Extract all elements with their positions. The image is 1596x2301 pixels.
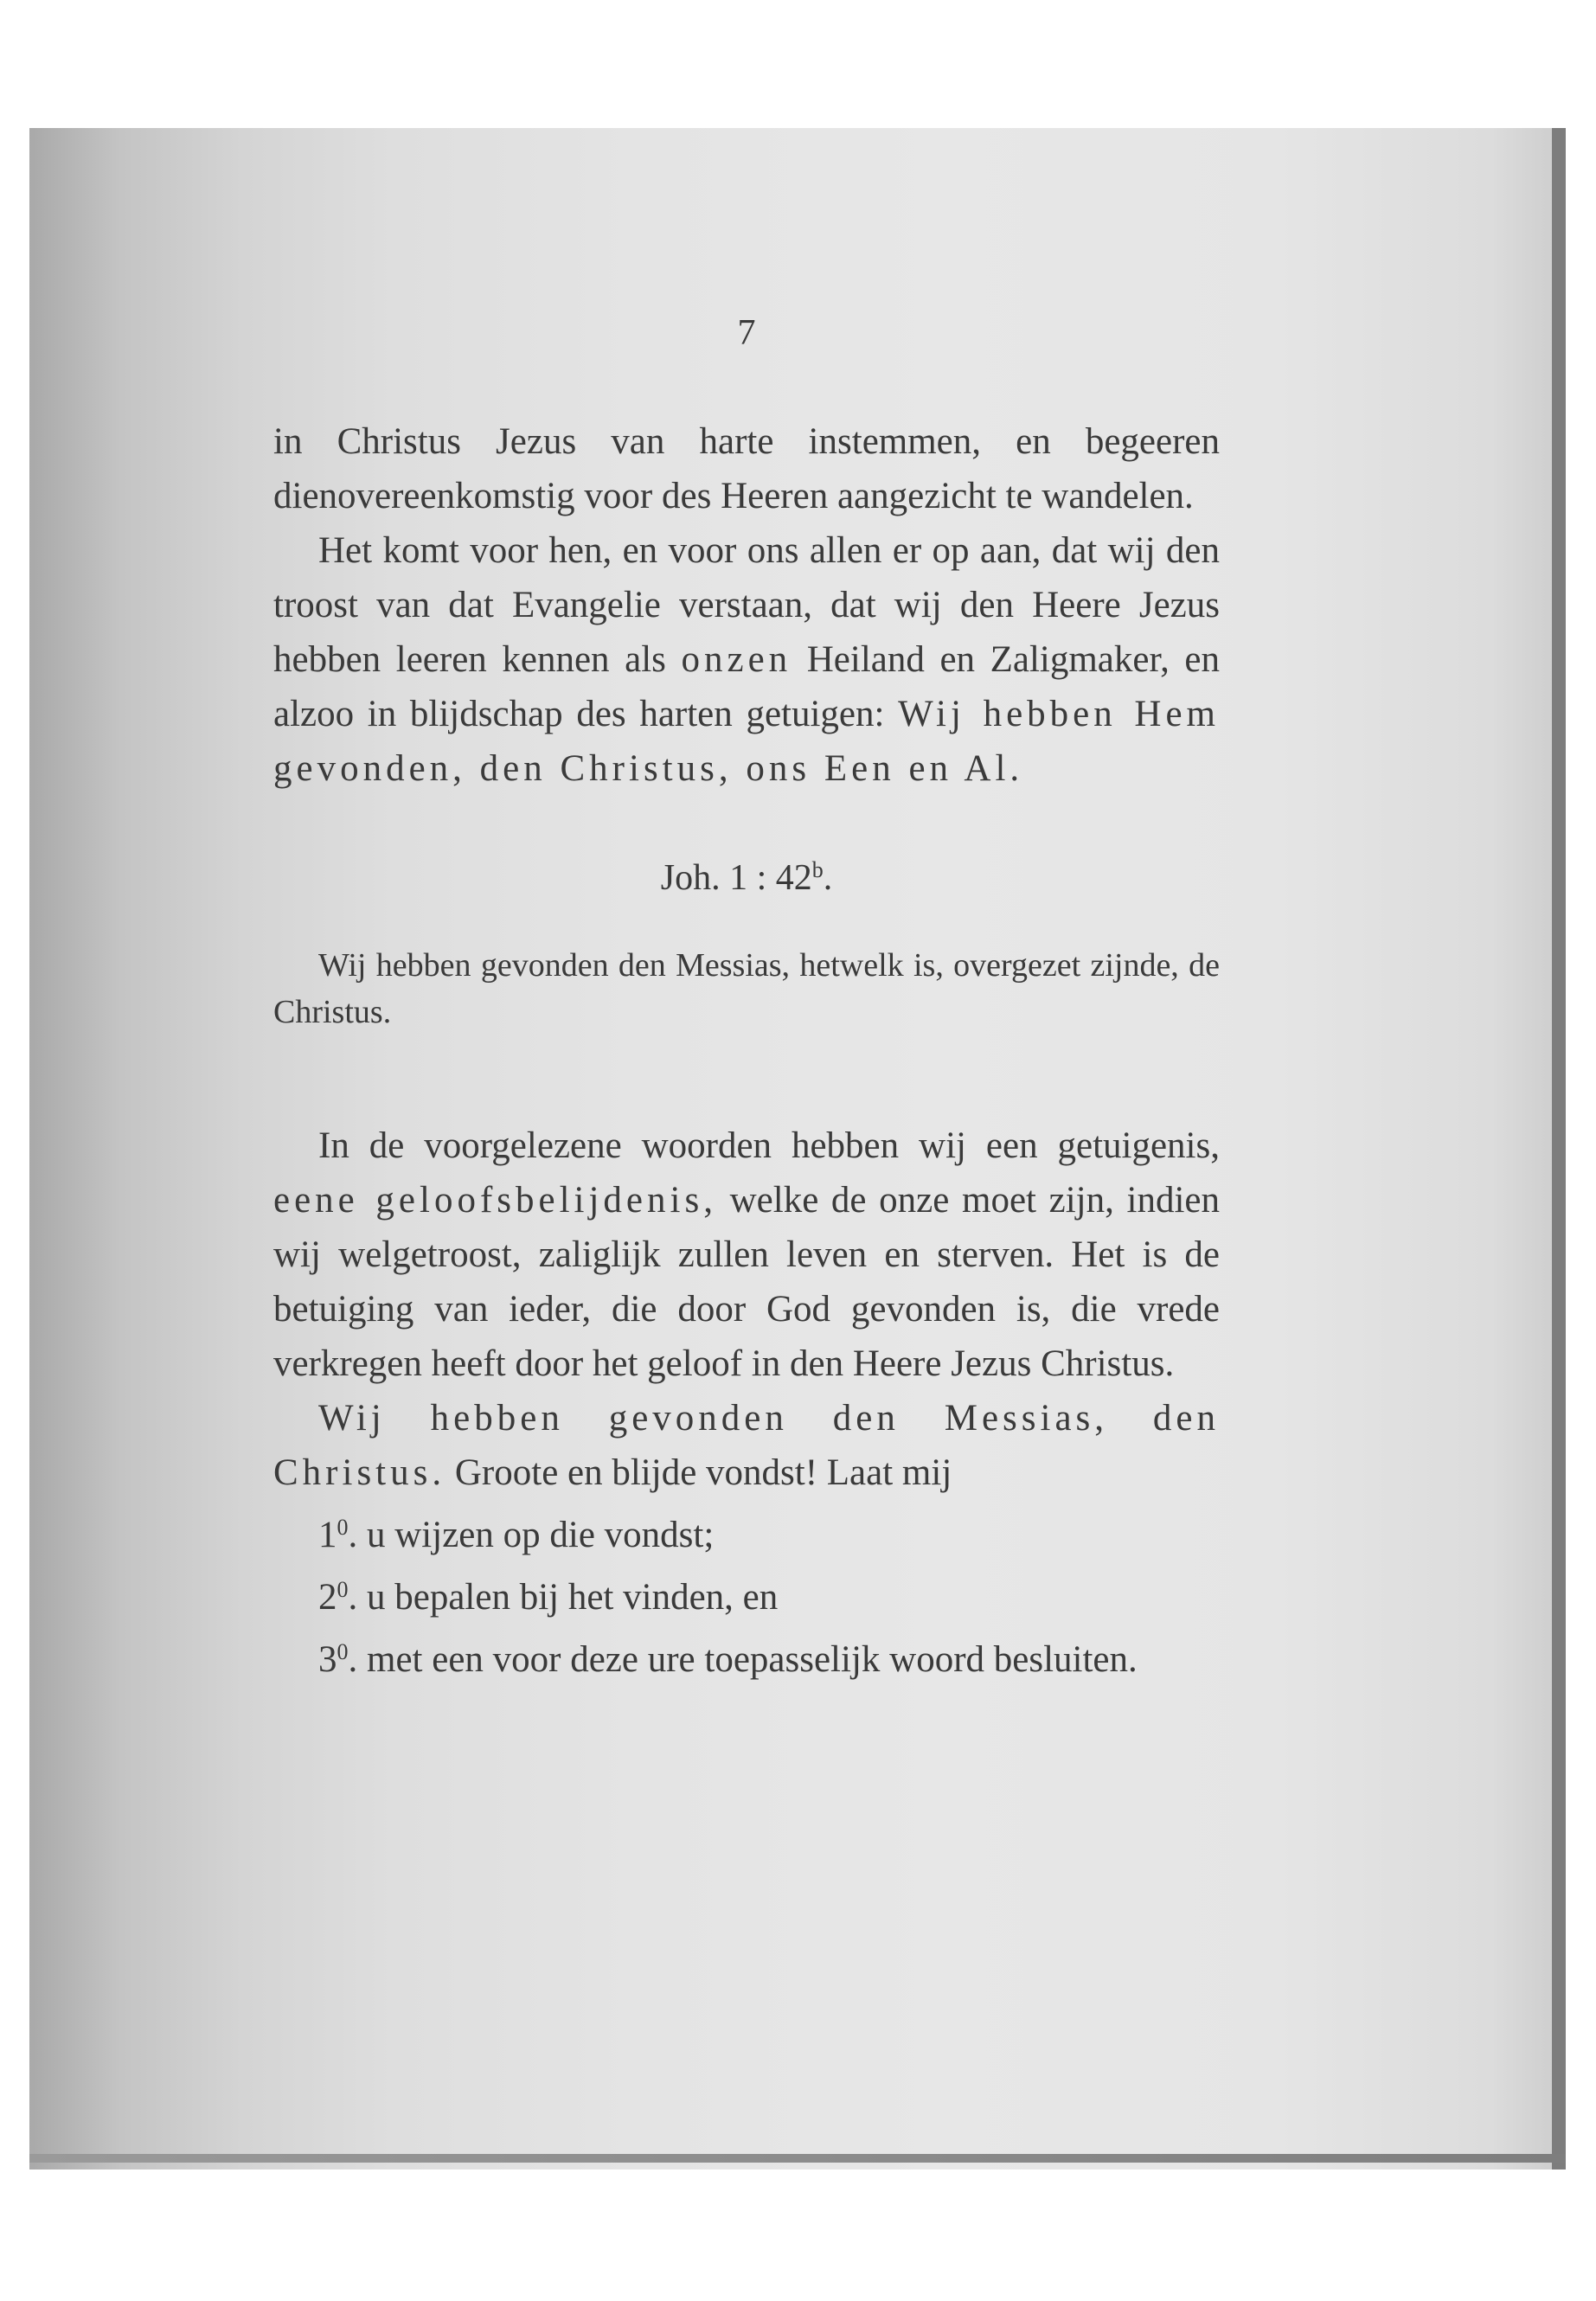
emphasized-text: Wij hebben gevonden den Messias, den Christus. bbox=[273, 1398, 1220, 1493]
paragraph-getuigenis bbox=[273, 1118, 1220, 1391]
list-number: 2 bbox=[318, 1577, 337, 1618]
paragraph-vondst bbox=[273, 1391, 1220, 1500]
list-number: 3 bbox=[318, 1639, 337, 1680]
emphasized-text: eene geloofsbelijdenis, bbox=[273, 1180, 717, 1221]
list-superscript: 0 bbox=[337, 1639, 349, 1664]
paragraph-text: Heiland en Zaligmaker, en alzoo in blijdschap des harten getuigen: bbox=[273, 639, 1220, 734]
reference-text: Joh. 1 : 42 bbox=[660, 858, 812, 898]
paragraph-text: welke de onze moet zijn, indien wij welgetroost, zaliglijk zullen leven en sterven. Het is de betuiging van ieder, die door God gevonden is, die vrede verkregen heeft door het geloof in den Heere Jezus Christus. bbox=[273, 1180, 1220, 1384]
list-superscript: 0 bbox=[337, 1515, 349, 1540]
list-text: . u wijzen op die vondst; bbox=[348, 1515, 715, 1555]
paragraph-continuation bbox=[273, 414, 1220, 523]
paragraph-text: In de voorgelezene woorden hebben wij een getuigenis, bbox=[318, 1125, 1220, 1166]
paragraph-text: Groote en blijde vondst! Laat mij bbox=[445, 1452, 952, 1493]
list-number: 1 bbox=[318, 1515, 337, 1555]
scripture-quote: Wij hebben gevonden den Messias, hetwelk is, overgezet zijnde, de Christus. bbox=[273, 947, 1220, 1030]
list-text: . u bepalen bij het vinden, en bbox=[348, 1577, 779, 1618]
page-number: 7 bbox=[737, 313, 756, 353]
page-bottom-shadow bbox=[29, 2154, 1566, 2163]
page-edge-shadow bbox=[1552, 128, 1566, 2170]
list-text: . met een voor deze ure toepasselijk woord besluiten. bbox=[348, 1639, 1138, 1680]
list-superscript: 0 bbox=[337, 1577, 349, 1602]
reference-end: . bbox=[823, 858, 833, 898]
list-item bbox=[273, 1625, 1220, 1687]
paragraph-text: Het komt voor hen, en voor ons allen er op aan, dat wij den troost van dat Evangelie verstaan, dat wij den Heere Jezus hebben leeren kennen als bbox=[273, 530, 1220, 680]
paragraph-text: in Christus Jezus van harte instemmen, en begeeren dienovereenkomstig voor des Heeren aangezicht te wandelen. bbox=[273, 421, 1220, 516]
reference-superscript: b bbox=[811, 857, 824, 882]
scripture-reference bbox=[273, 844, 1220, 904]
list-item bbox=[273, 1500, 1220, 1562]
emphasized-text: Wij hebben Hem gevonden, den Christus, ons Een en Al. bbox=[273, 694, 1221, 789]
list-item bbox=[273, 1562, 1220, 1625]
page-text bbox=[273, 307, 1220, 1687]
paragraph-evangelie bbox=[273, 523, 1220, 796]
emphasized-text: onzen bbox=[681, 639, 792, 680]
